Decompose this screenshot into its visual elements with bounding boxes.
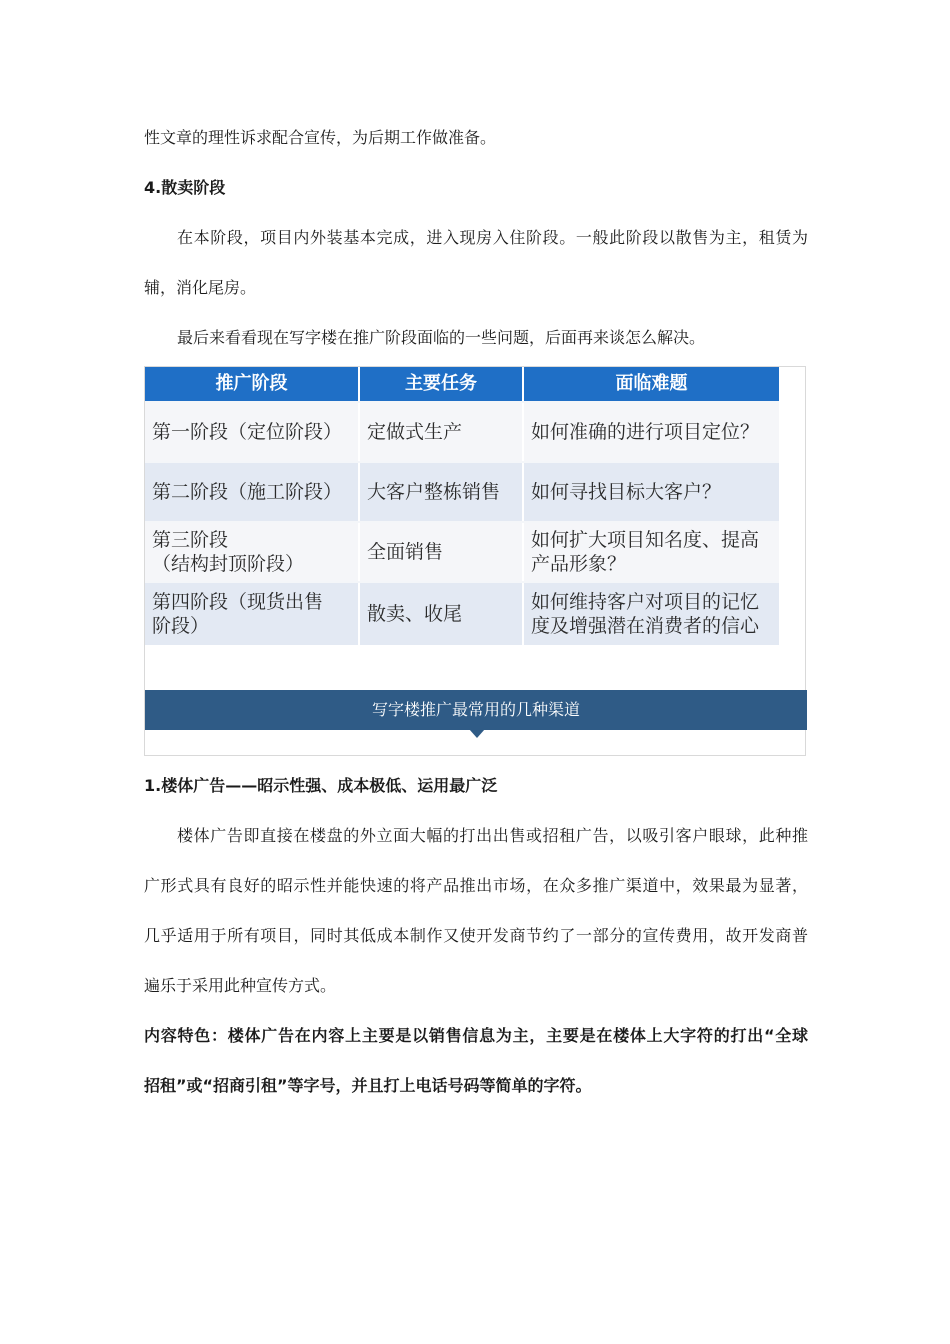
banner-notch <box>469 729 485 738</box>
table-cell-problem <box>524 403 779 461</box>
table-cell-task <box>360 463 524 521</box>
stage-text-line-2: （结构封顶阶段） <box>152 553 305 575</box>
table-cell-task <box>360 523 524 581</box>
table-header-stage: 推广阶段 <box>145 367 360 401</box>
paragraph-building-ads-line-1: 楼体广告即直接在楼盘的外立面大幅的打出出售或招租广告，以吸引客户眼球，此种推 <box>177 826 808 845</box>
table-header-task: 主要任务 <box>360 367 524 401</box>
problem-text: 如何扩大项目知名度、提高 <box>531 529 760 551</box>
problem-text-line-2: 度及增强潜在消费者的信心 <box>531 615 760 637</box>
task-text: 全面销售 <box>367 541 444 563</box>
table-header-problem: 面临难题 <box>524 367 779 401</box>
stage-text: 第三阶段 <box>152 529 229 551</box>
paragraph-building-ads-line-3: 几乎适用于所有项目，同时其低成本制作又使开发商节约了一部分的宣传费用，故开发商普 <box>144 926 808 945</box>
table-row <box>145 583 779 645</box>
table-cell-problem <box>524 583 779 645</box>
paragraph-building-ads-line-2: 广形式具有良好的昭示性并能快速的将产品推出市场，在众多推广渠道中，效果最为显著， <box>144 876 808 895</box>
task-text: 散卖、收尾 <box>367 603 463 625</box>
table-header-row <box>145 367 779 401</box>
problem-text: 如何寻找目标大客户？ <box>531 481 722 503</box>
problem-text: 如何准确的进行项目定位？ <box>531 421 760 443</box>
problem-text-line-2: 产品形象？ <box>531 553 627 575</box>
table-row <box>145 403 779 461</box>
table-cell-problem <box>524 463 779 521</box>
stage-text: 第二阶段（施工阶段） <box>152 481 343 503</box>
table-cell-stage <box>145 583 360 645</box>
problem-text: 如何维持客户对项目的记忆 <box>531 591 760 613</box>
channels-banner: 写字楼推广最常用的几种渠道 <box>145 690 807 730</box>
stage-text: 第四阶段（现货出售 <box>152 591 324 613</box>
paragraph-content-feature-line-1: 内容特色：楼体广告在内容上主要是以销售信息为主，主要是在楼体上大字符的打出“全球 <box>144 1026 808 1045</box>
task-text: 大客户整栋销售 <box>367 481 501 503</box>
paragraph-intro-end: 性文章的理性诉求配合宣传，为后期工作做准备。 <box>144 128 497 147</box>
paragraph-scatter-line-2: 辅，消化尾房。 <box>144 278 257 297</box>
stage-text-line-2: 阶段） <box>152 615 210 637</box>
table-cell-stage <box>145 403 360 461</box>
heading-building-ads: 1.楼体广告——昭示性强、成本极低、运用最广泛 <box>144 776 498 795</box>
table-cell-task <box>360 583 524 645</box>
table-cell-problem <box>524 523 779 581</box>
task-text: 定做式生产 <box>367 421 463 443</box>
heading-scatter-sale-stage: 4.散卖阶段 <box>144 178 226 197</box>
table-row <box>145 463 779 521</box>
paragraph-content-feature-line-2: 招租”或“招商引租”等字号，并且打上电话号码等简单的字符。 <box>144 1076 592 1095</box>
table-cell-task <box>360 403 524 461</box>
promotion-figure <box>144 366 806 756</box>
paragraph-building-ads-line-4: 遍乐于采用此种宣传方式。 <box>144 976 337 995</box>
paragraph-scatter-line-1: 在本阶段，项目内外装基本完成，进入现房入住阶段。一般此阶段以散售为主，租赁为 <box>177 228 808 247</box>
table-row <box>145 523 779 581</box>
stage-text: 第一阶段（定位阶段） <box>152 421 343 443</box>
table-cell-stage <box>145 523 360 581</box>
promotion-stage-table <box>145 367 779 645</box>
paragraph-problems-intro: 最后来看看现在写字楼在推广阶段面临的一些问题，后面再来谈怎么解决。 <box>177 328 706 347</box>
table-cell-stage <box>145 463 360 521</box>
